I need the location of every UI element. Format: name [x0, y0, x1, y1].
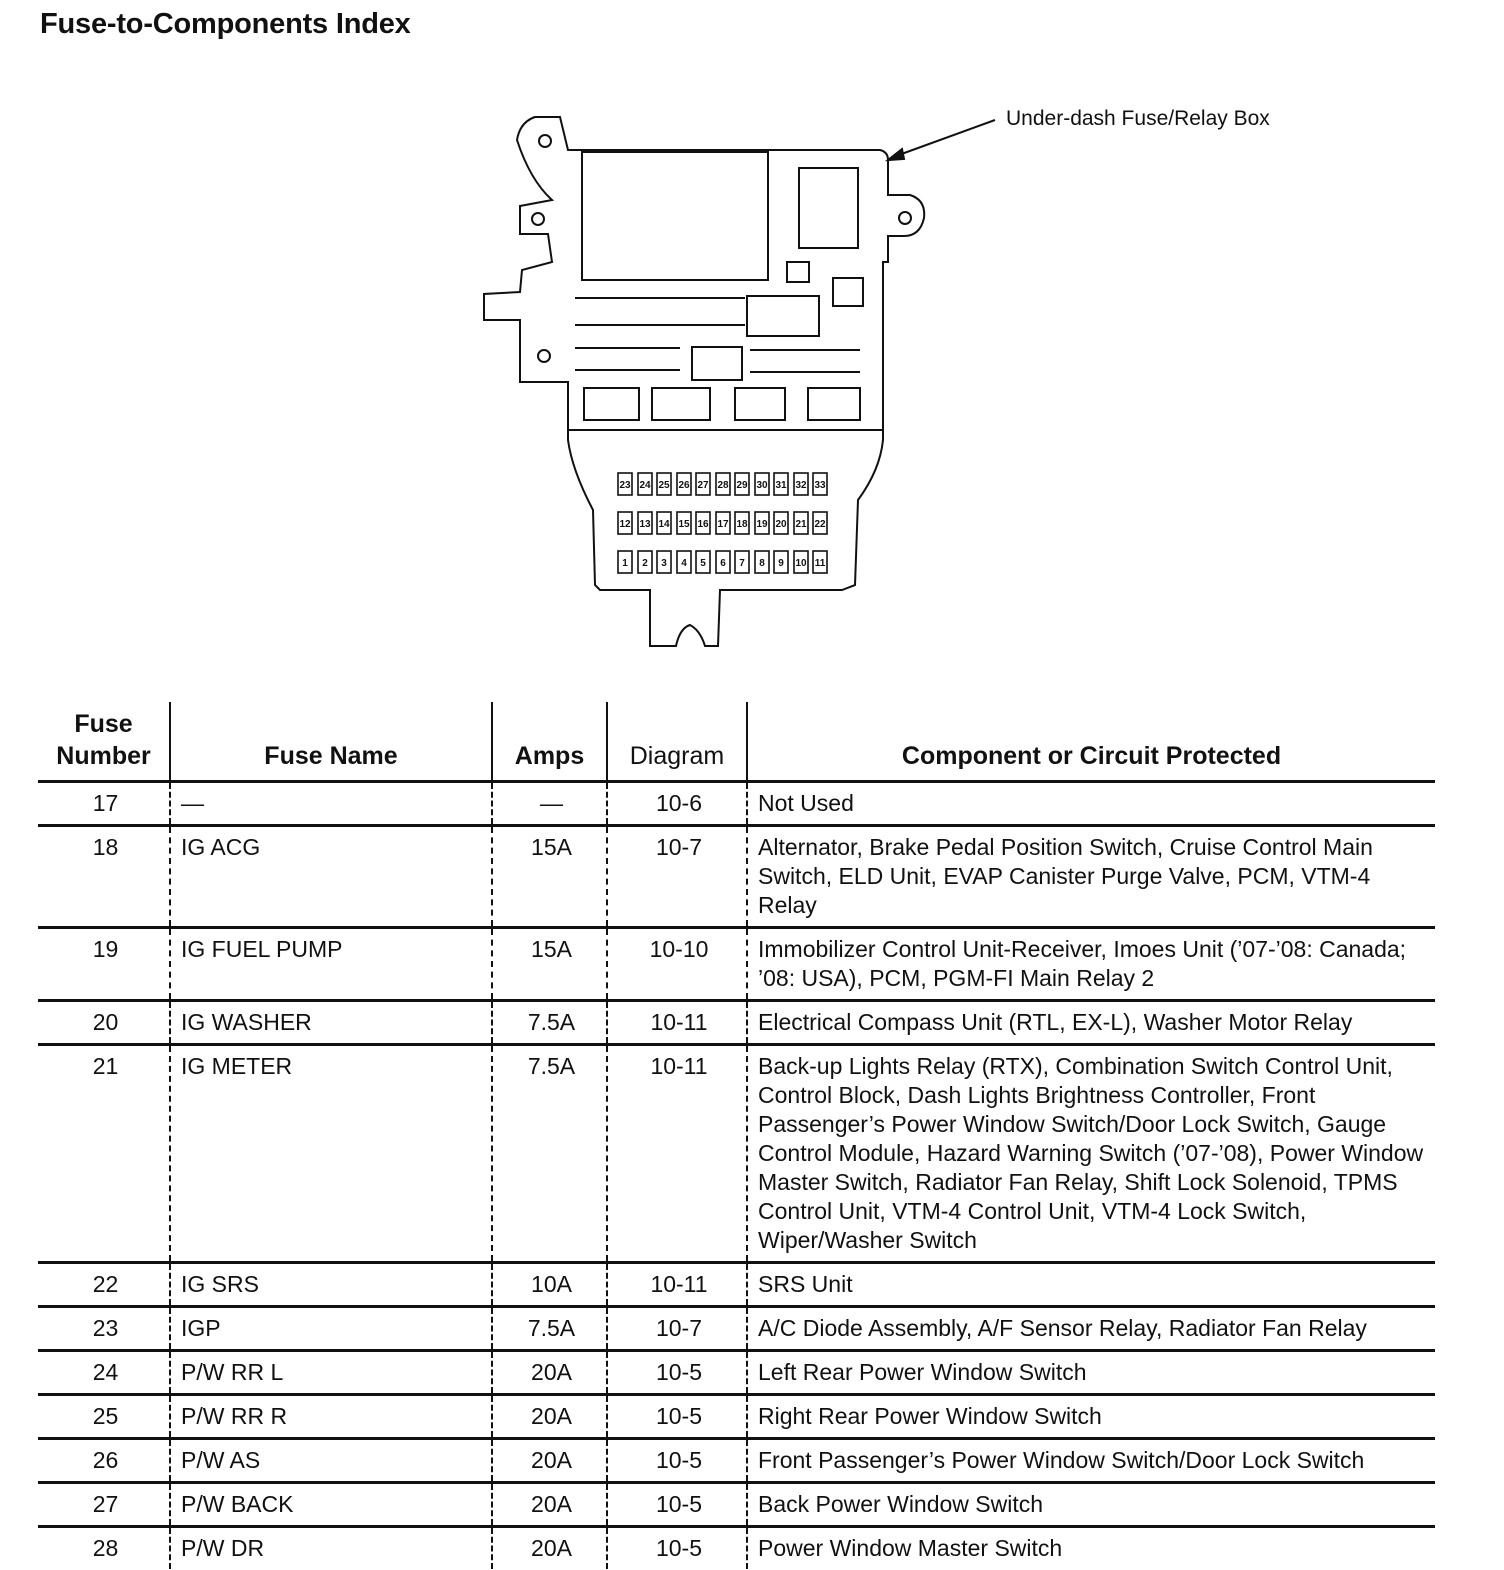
cell-component: Immobilizer Control Unit-Receiver, Imoes Unit (’07-’08: Canada; ’08: USA), PCM, PGM-FI Main Relay 2 [747, 928, 1435, 1001]
cell-diagram: 10-5 [607, 1439, 747, 1483]
cell-amps: — [492, 782, 607, 826]
fuse-label: 33 [814, 480, 826, 491]
table-row [38, 1483, 1435, 1527]
fuse-label: 3 [661, 558, 667, 569]
cell-component: Electrical Compass Unit (RTL, EX-L), Washer Motor Relay [747, 1001, 1435, 1045]
table-row [38, 782, 1435, 826]
fuse-label: 7 [739, 558, 745, 569]
cell-fuse-name: — [170, 782, 492, 826]
table-row [38, 1001, 1435, 1045]
fuse-box-diagram [470, 95, 1350, 655]
fuse-label: 28 [717, 480, 729, 491]
cell-diagram: 10-7 [607, 826, 747, 928]
fuse-label: 27 [697, 480, 709, 491]
fuse-label: 11 [814, 558, 826, 569]
cell-fuse-number: 19 [38, 928, 170, 1001]
fuse-index-table [38, 702, 1435, 1569]
fuse-label: 14 [658, 519, 670, 530]
cell-diagram: 10-11 [607, 1263, 747, 1307]
fuse-label: 6 [720, 558, 726, 569]
table-row [38, 1439, 1435, 1483]
cell-amps: 20A [492, 1439, 607, 1483]
cell-fuse-name: IG SRS [170, 1263, 492, 1307]
header-fuse-number: Fuse Number [38, 702, 170, 782]
cell-amps: 15A [492, 928, 607, 1001]
fuse-label: 5 [700, 558, 706, 569]
cell-amps: 20A [492, 1395, 607, 1439]
cell-fuse-name: IG ACG [170, 826, 492, 928]
cell-diagram: 10-5 [607, 1483, 747, 1527]
cell-fuse-number: 23 [38, 1307, 170, 1351]
fuse-label: 30 [756, 480, 768, 491]
table-row [38, 826, 1435, 928]
cell-fuse-number: 17 [38, 782, 170, 826]
fuse-label: 9 [778, 558, 784, 569]
cell-fuse-name: IGP [170, 1307, 492, 1351]
cell-component: Front Passenger’s Power Window Switch/Door Lock Switch [747, 1439, 1435, 1483]
header-amps: Amps [492, 702, 607, 782]
cell-component: Alternator, Brake Pedal Position Switch, Cruise Control Main Switch, ELD Unit, EVAP Canister Purge Valve, PCM, VTM-4 Relay [747, 826, 1435, 928]
cell-amps: 10A [492, 1263, 607, 1307]
fuse-label: 1 [622, 558, 628, 569]
fuse-label: 29 [736, 480, 748, 491]
relay-block-main [582, 152, 768, 280]
cell-diagram: 10-11 [607, 1001, 747, 1045]
cell-fuse-number: 21 [38, 1045, 170, 1263]
fuse-label: 2 [642, 558, 648, 569]
cell-component: Right Rear Power Window Switch [747, 1395, 1435, 1439]
cell-amps: 7.5A [492, 1307, 607, 1351]
cell-fuse-name: P/W DR [170, 1527, 492, 1570]
callout-arrow [888, 120, 995, 160]
table-row [38, 1527, 1435, 1570]
cell-component: Back-up Lights Relay (RTX), Combination Switch Control Unit, Control Block, Dash Lights Brightness Controller, Front Passenger’s Power Window Switch/Door Lock Switch, Gauge Control Module, Hazard Warning Switch (’07-’08), Power Window Master Switch, Radiator Fan Relay, Shift Lock Solenoid, TPMS Control Unit, VTM-4 Control Unit, VTM-4 Lock Switch, Wiper/Washer Switch [747, 1045, 1435, 1263]
fuse-label: 18 [736, 519, 748, 530]
cell-fuse-name: P/W RR L [170, 1351, 492, 1395]
cell-component: Power Window Master Switch [747, 1527, 1435, 1570]
fuse-label: 31 [775, 480, 787, 491]
table-header-row [38, 702, 1435, 782]
cell-fuse-name: P/W BACK [170, 1483, 492, 1527]
fuse-label: 17 [717, 519, 729, 530]
cell-fuse-number: 22 [38, 1263, 170, 1307]
cell-amps: 20A [492, 1351, 607, 1395]
cell-fuse-name: IG METER [170, 1045, 492, 1263]
fuse-label: 16 [697, 519, 709, 530]
fuse-label: 19 [756, 519, 768, 530]
fuse-label: 25 [658, 480, 670, 491]
cell-diagram: 10-6 [607, 782, 747, 826]
cell-diagram: 10-7 [607, 1307, 747, 1351]
fuse-label: 32 [795, 480, 807, 491]
cell-fuse-name: IG WASHER [170, 1001, 492, 1045]
fuse-label: 10 [795, 558, 807, 569]
cell-fuse-number: 26 [38, 1439, 170, 1483]
cell-fuse-number: 20 [38, 1001, 170, 1045]
cell-component: Not Used [747, 782, 1435, 826]
fuse-label: 21 [795, 519, 807, 530]
cell-fuse-name: IG FUEL PUMP [170, 928, 492, 1001]
table-row [38, 1307, 1435, 1351]
header-component: Component or Circuit Protected [747, 702, 1435, 782]
cell-component: SRS Unit [747, 1263, 1435, 1307]
cell-diagram: 10-5 [607, 1527, 747, 1570]
fuse-label: 8 [759, 558, 765, 569]
cell-component: Left Rear Power Window Switch [747, 1351, 1435, 1395]
header-fuse-name: Fuse Name [170, 702, 492, 782]
fuse-label: 4 [681, 558, 687, 569]
relay-block-right [799, 168, 858, 248]
cell-component: Back Power Window Switch [747, 1483, 1435, 1527]
table-row [38, 1263, 1435, 1307]
fuse-label: 23 [619, 480, 631, 491]
cell-fuse-number: 24 [38, 1351, 170, 1395]
table-row [38, 1045, 1435, 1263]
table-row [38, 1351, 1435, 1395]
cell-fuse-name: P/W AS [170, 1439, 492, 1483]
cell-diagram: 10-10 [607, 928, 747, 1001]
cell-diagram: 10-11 [607, 1045, 747, 1263]
cell-amps: 15A [492, 826, 607, 928]
fuse-label: 15 [678, 519, 690, 530]
fuse-label: 24 [639, 480, 651, 491]
cell-amps: 20A [492, 1483, 607, 1527]
fuse-label: 26 [678, 480, 690, 491]
cell-fuse-name: P/W RR R [170, 1395, 492, 1439]
cell-diagram: 10-5 [607, 1351, 747, 1395]
fuse-label: 20 [775, 519, 787, 530]
fuse-label: 12 [619, 519, 631, 530]
fuse-label: 13 [639, 519, 651, 530]
cell-amps: 7.5A [492, 1045, 607, 1263]
table-row [38, 928, 1435, 1001]
cell-fuse-number: 28 [92, 1535, 119, 1561]
callout-label: Under-dash Fuse/Relay Box [1006, 107, 1270, 130]
fuse-label: 22 [814, 519, 826, 530]
cell-fuse-number: 25 [38, 1395, 170, 1439]
cell-component: A/C Diode Assembly, A/F Sensor Relay, Radiator Fan Relay [747, 1307, 1435, 1351]
cell-amps: 20A [492, 1527, 607, 1570]
page-title: Fuse-to-Components Index [40, 8, 411, 40]
header-diagram: Diagram [607, 702, 747, 782]
cell-diagram: 10-5 [607, 1395, 747, 1439]
cell-amps: 7.5A [492, 1001, 607, 1045]
cell-fuse-number: 18 [38, 826, 170, 928]
cell-fuse-number: 27 [38, 1483, 170, 1527]
table-row [38, 1395, 1435, 1439]
